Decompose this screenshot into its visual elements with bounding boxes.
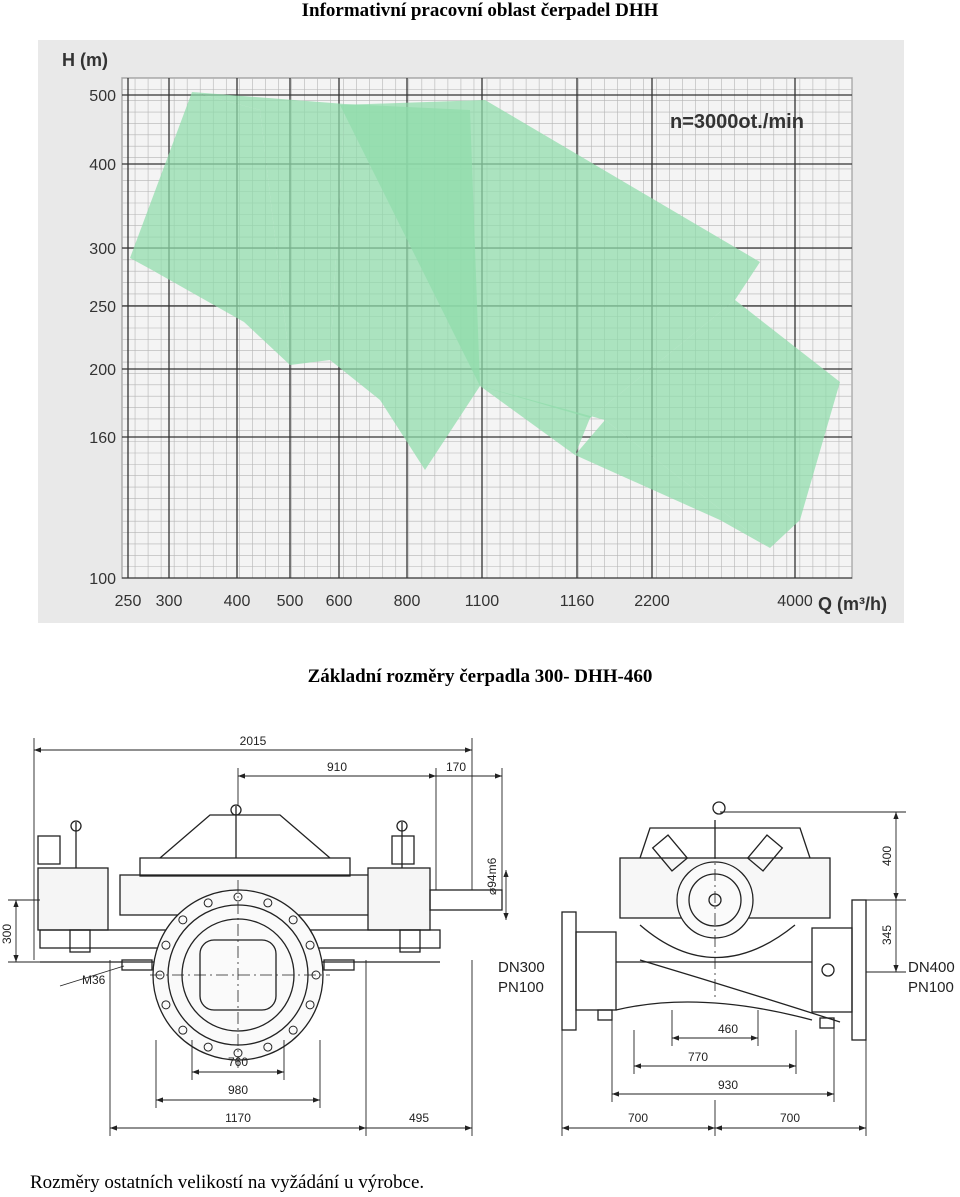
section-title: Základní rozměry čerpadla 300- DHH-460: [307, 666, 653, 687]
y-axis-label: H (m): [62, 50, 108, 70]
x-tick-4000: 4000: [777, 593, 813, 610]
dim-1170: 1170: [225, 1111, 251, 1125]
x-tick-400: 400: [223, 593, 251, 610]
x-tick-500: 500: [276, 593, 304, 610]
y-tick-160: 160: [89, 430, 116, 447]
x-tick-600: 600: [325, 593, 353, 610]
speed-annotation: n=3000ot./min: [670, 111, 804, 133]
page-title: Informativní pracovní oblast čerpadel DHH: [301, 0, 659, 21]
dim-shaft-diameter: ⌀94m6: [485, 857, 499, 895]
dim-760: 760: [227, 1055, 249, 1069]
side-view: [562, 802, 866, 1040]
dim-495: 495: [408, 1111, 430, 1125]
y-tick-200: 200: [89, 362, 116, 379]
front-view: [38, 805, 502, 1070]
dim-345: 345: [880, 924, 894, 945]
dim-700-right: 700: [779, 1111, 801, 1125]
y-tick-500: 500: [89, 88, 116, 105]
dim-400: 400: [880, 845, 894, 866]
dim-770: 770: [687, 1050, 709, 1064]
y-tick-250: 250: [89, 299, 116, 316]
y-tick-100: 100: [89, 571, 116, 588]
y-tick-300: 300: [89, 241, 116, 258]
dim-m36: M36: [82, 973, 106, 987]
x-tick-800: 800: [393, 593, 421, 610]
discharge-pn: PN100: [908, 979, 954, 996]
dim-170: 170: [445, 760, 467, 774]
x-tick-1100: 1100: [464, 593, 500, 610]
x-tick-250: 250: [114, 593, 142, 610]
suction-pn: PN100: [498, 979, 544, 996]
y-tick-400: 400: [89, 157, 116, 174]
footer-note: Rozměry ostatních velikostí na vyžádání u výrobce.: [30, 1172, 425, 1193]
dim-910: 910: [326, 760, 348, 774]
x-tick-1160: 1160: [559, 593, 595, 610]
x-tick-300: 300: [155, 593, 183, 610]
dim-700-left: 700: [627, 1111, 649, 1125]
x-axis-label: Q (m³/h): [818, 594, 887, 614]
dim-2015: 2015: [239, 734, 267, 748]
dim-930: 930: [717, 1078, 739, 1092]
x-tick-2200: 2200: [634, 593, 670, 610]
dim-980: 980: [227, 1083, 249, 1097]
dim-460: 460: [717, 1022, 739, 1036]
dim-300: 300: [0, 923, 14, 944]
suction-dn: DN300: [498, 959, 545, 976]
discharge-dn: DN400: [908, 959, 955, 976]
